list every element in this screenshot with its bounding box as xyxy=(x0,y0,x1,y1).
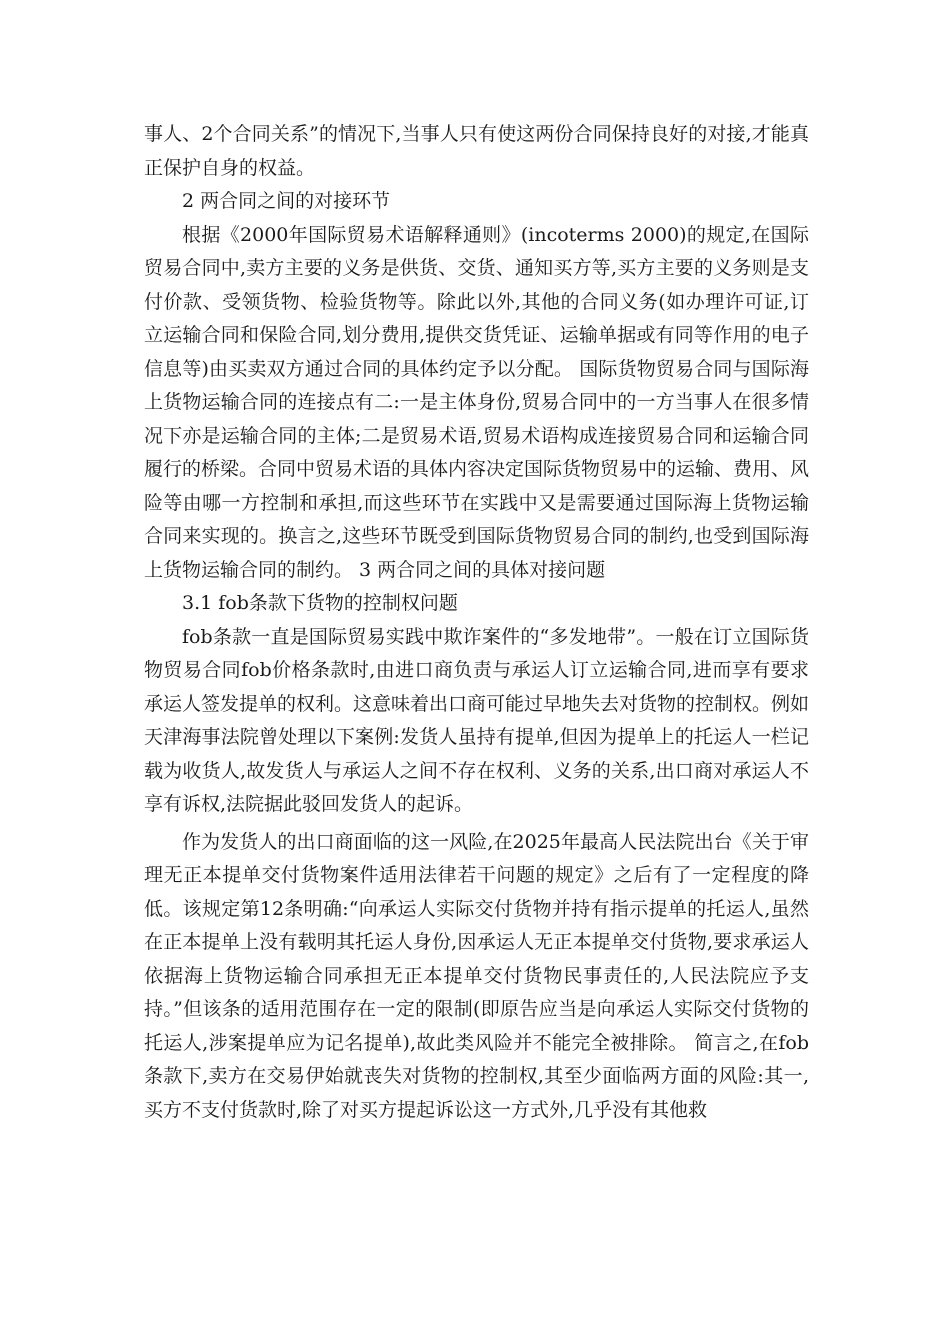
section-heading-3-1: 3.1 fob条款下货物的控制权问题 xyxy=(182,592,458,614)
paragraph-body: fob条款一直是国际贸易实践中欺诈案件的“多发地带”。一般在订立国际货物贸易合同fob价格条款时,由进口商负责与承运人订立运输合同,进而享有要求承运人签发提单的权利。这意味着出口商可能过早地失去对货物的控制权。例如天津海事法院曾处理以下案例:发货人虽持有提单,但因为提单上的托运人一栏记载为收货人,故发货人与承运人之间不存在权利、义务的关系,出口商对承运人不享有诉权,法院据此驳回发货人的起诉。 xyxy=(144,625,810,815)
document-body xyxy=(144,118,809,1127)
paragraph-body: 根据《2000年国际贸易术语解释通则》(incoterms 2000)的规定,在国际贸易合同中,卖方主要的义务是供货、交货、通知买方等,买方主要的义务则是支付价款、受领货物、检验货物等。除此以外,其他的合同义务(如办理许可证,订立运输合同和保险合同,划分费用,提供交货凭证、运输单据或有同等作用的电子信息等)由买卖双方通过合同的具体约定予以分配。 国际货物贸易合同与国际海上货物运输合同的连接点有二:一是主体身份,贸易合同中的一方当事人在很多情况下亦是运输合同的主体;二是贸易术语,贸易术语构成连接贸易合同和运输合同履行的桥梁。合同中贸易术语的具体内容决定国际货物贸易中的运输、费用、风险等由哪一方控制和承担,而这些环节在实践中又是需要通过国际海上货物运输合同来实现的。换言之,这些环节既受到国际货物贸易合同的制约,也受到国际海上货物运输合同的制约。 3 两合同之间的具体对接问题 xyxy=(144,223,810,581)
paragraph-body: 作为发货人的出口商面临的这一风险,在2025年最高人民法院出台《关于审理无正本提单交付货物案件适用法律若干问题的规定》之后有了一定程度的降低。该规定第12条明确:“向承运人实际交付货物并持有指示提单的托运人,虽然在正本提单上没有载明其托运人身份,因承运人无正本提单交付货物,要求承运人依据海上货物运输合同承担无正本提单交付货物民事责任的,人民法院应予支持。”但该条的适用范围存在一定的限制(即原告应当是向承运人实际交付货物的托运人,涉案提单应为记名提单),故此类风险并不能完全被排除。 简言之,在fob条款下,卖方在交易伊始就丧失对货物的控制权,其至少面临两方面的风险:其一,买方不支付货款时,除了对买方提起诉讼这一方式外,几乎没有其他救 xyxy=(144,830,809,1121)
section-heading-2: 2 两合同之间的对接环节 xyxy=(182,190,391,212)
paragraph-continuation: 事人、2个合同关系”的情况下,当事人只有使这两份合同保持良好的对接,才能真正保护自身的权益。 xyxy=(144,123,809,179)
